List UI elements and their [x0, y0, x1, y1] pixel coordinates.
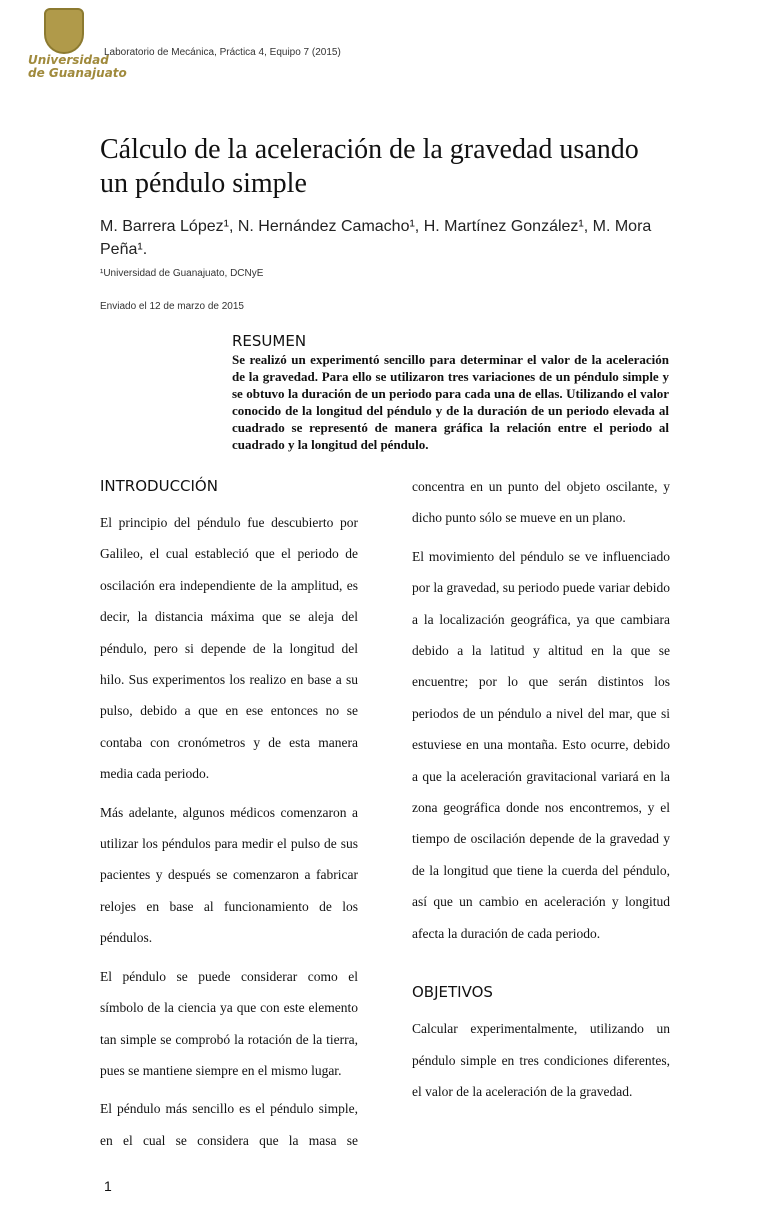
paragraph: Más adelante, algunos médicos comenzaron a utilizar los péndulos para medir el pulso de sus pacientes y después se comenzaron a fabricar relojes en base al funcionamiento de los péndulos.: [100, 804, 358, 946]
right-column: [412, 471, 670, 1114]
paragraph: concentra en un punto del objeto oscilante, y dicho punto sólo se mueve en un plano.: [412, 479, 670, 526]
objectives-heading: OBJETIVOS: [412, 983, 493, 1002]
abstract-heading: RESUMEN: [232, 332, 307, 350]
left-column: [100, 471, 358, 1163]
page-number: 1: [104, 1178, 112, 1195]
submission-date: Enviado el 12 de marzo de 2015: [100, 301, 244, 312]
objectives-text: Calcular experimentalmente, utilizando un péndulo simple en tres condiciones diferentes, el valor de la aceleración de la gravedad.: [412, 1021, 670, 1099]
running-header: Laboratorio de Mecánica, Práctica 4, Equipo 7 (2015): [104, 47, 341, 58]
authors: M. Barrera López¹, N. Hernández Camacho¹, H. Martínez González¹, M. Mora Peña¹.: [100, 218, 652, 258]
paragraph: El movimiento del péndulo se ve influenciado por la gravedad, su periodo puede variar debido a la localización geográfica, ya que cambiara debido a la latitud y altitud en la que se encuentre; por lo que serán distintos los periodos de un péndulo a nivel del mar, que si estuviese en una montaña. Esto ocurre, debido a que la aceleración gravitacional variará en la zona geográfica donde nos encontremos, y el tiempo de oscilación depende de la gravedad y de la longitud que tiene la cuerda del péndulo, así que un cambio en aceleración y longitud afecta la duración de cada periodo.: [412, 548, 670, 941]
paragraph: El péndulo se puede considerar como el símbolo de la ciencia ya que con este elemento tan simple se comprobó la rotación de la tierra, pues se mantiene siempre en el mismo lugar.: [100, 968, 358, 1078]
intro-heading: INTRODUCCIÓN: [100, 477, 218, 495]
university-logo: [28, 8, 127, 80]
shield-icon: [44, 8, 84, 54]
logo-line2: de Guanajuato: [28, 66, 127, 80]
abstract: [232, 331, 669, 453]
page-body: [100, 133, 670, 1215]
paragraph: El péndulo más sencillo es el péndulo simple, en el cual se considera que la masa se: [100, 1101, 358, 1148]
abstract-text: Se realizó un experimentó sencillo para determinar el valor de la aceleración de la gravedad. Para ello se utilizaron tres variaciones de un péndulo simple y se obtuvo la duración de un periodo para cada una de ellas. Utilizando el valor conocido de la longitud del péndulo y de la duración de un periodo elevada al cuadrado se representó de manera gráfica la relación entre el periodo al cuadrado y la longitud del péndulo.: [232, 352, 669, 452]
affiliation: ¹Universidad de Guanajuato, DCNyE: [100, 268, 264, 279]
two-columns: [100, 471, 670, 1163]
page-title: Cálculo de la aceleración de la gravedad usando un péndulo simple: [100, 134, 639, 199]
paragraph: El principio del péndulo fue descubierto por Galileo, el cual estableció que el periodo de oscilación era independiente de la amplitud, es decir, la distancia máxima que se aleja del péndulo, pero si depende de la longitud del hilo. Sus experimentos los realizo en base a su pulso, debido a que en ese entonces no se contaba con cronómetros y de esta manera media cada periodo.: [100, 515, 358, 782]
logo-line1: Universidad: [28, 53, 109, 67]
